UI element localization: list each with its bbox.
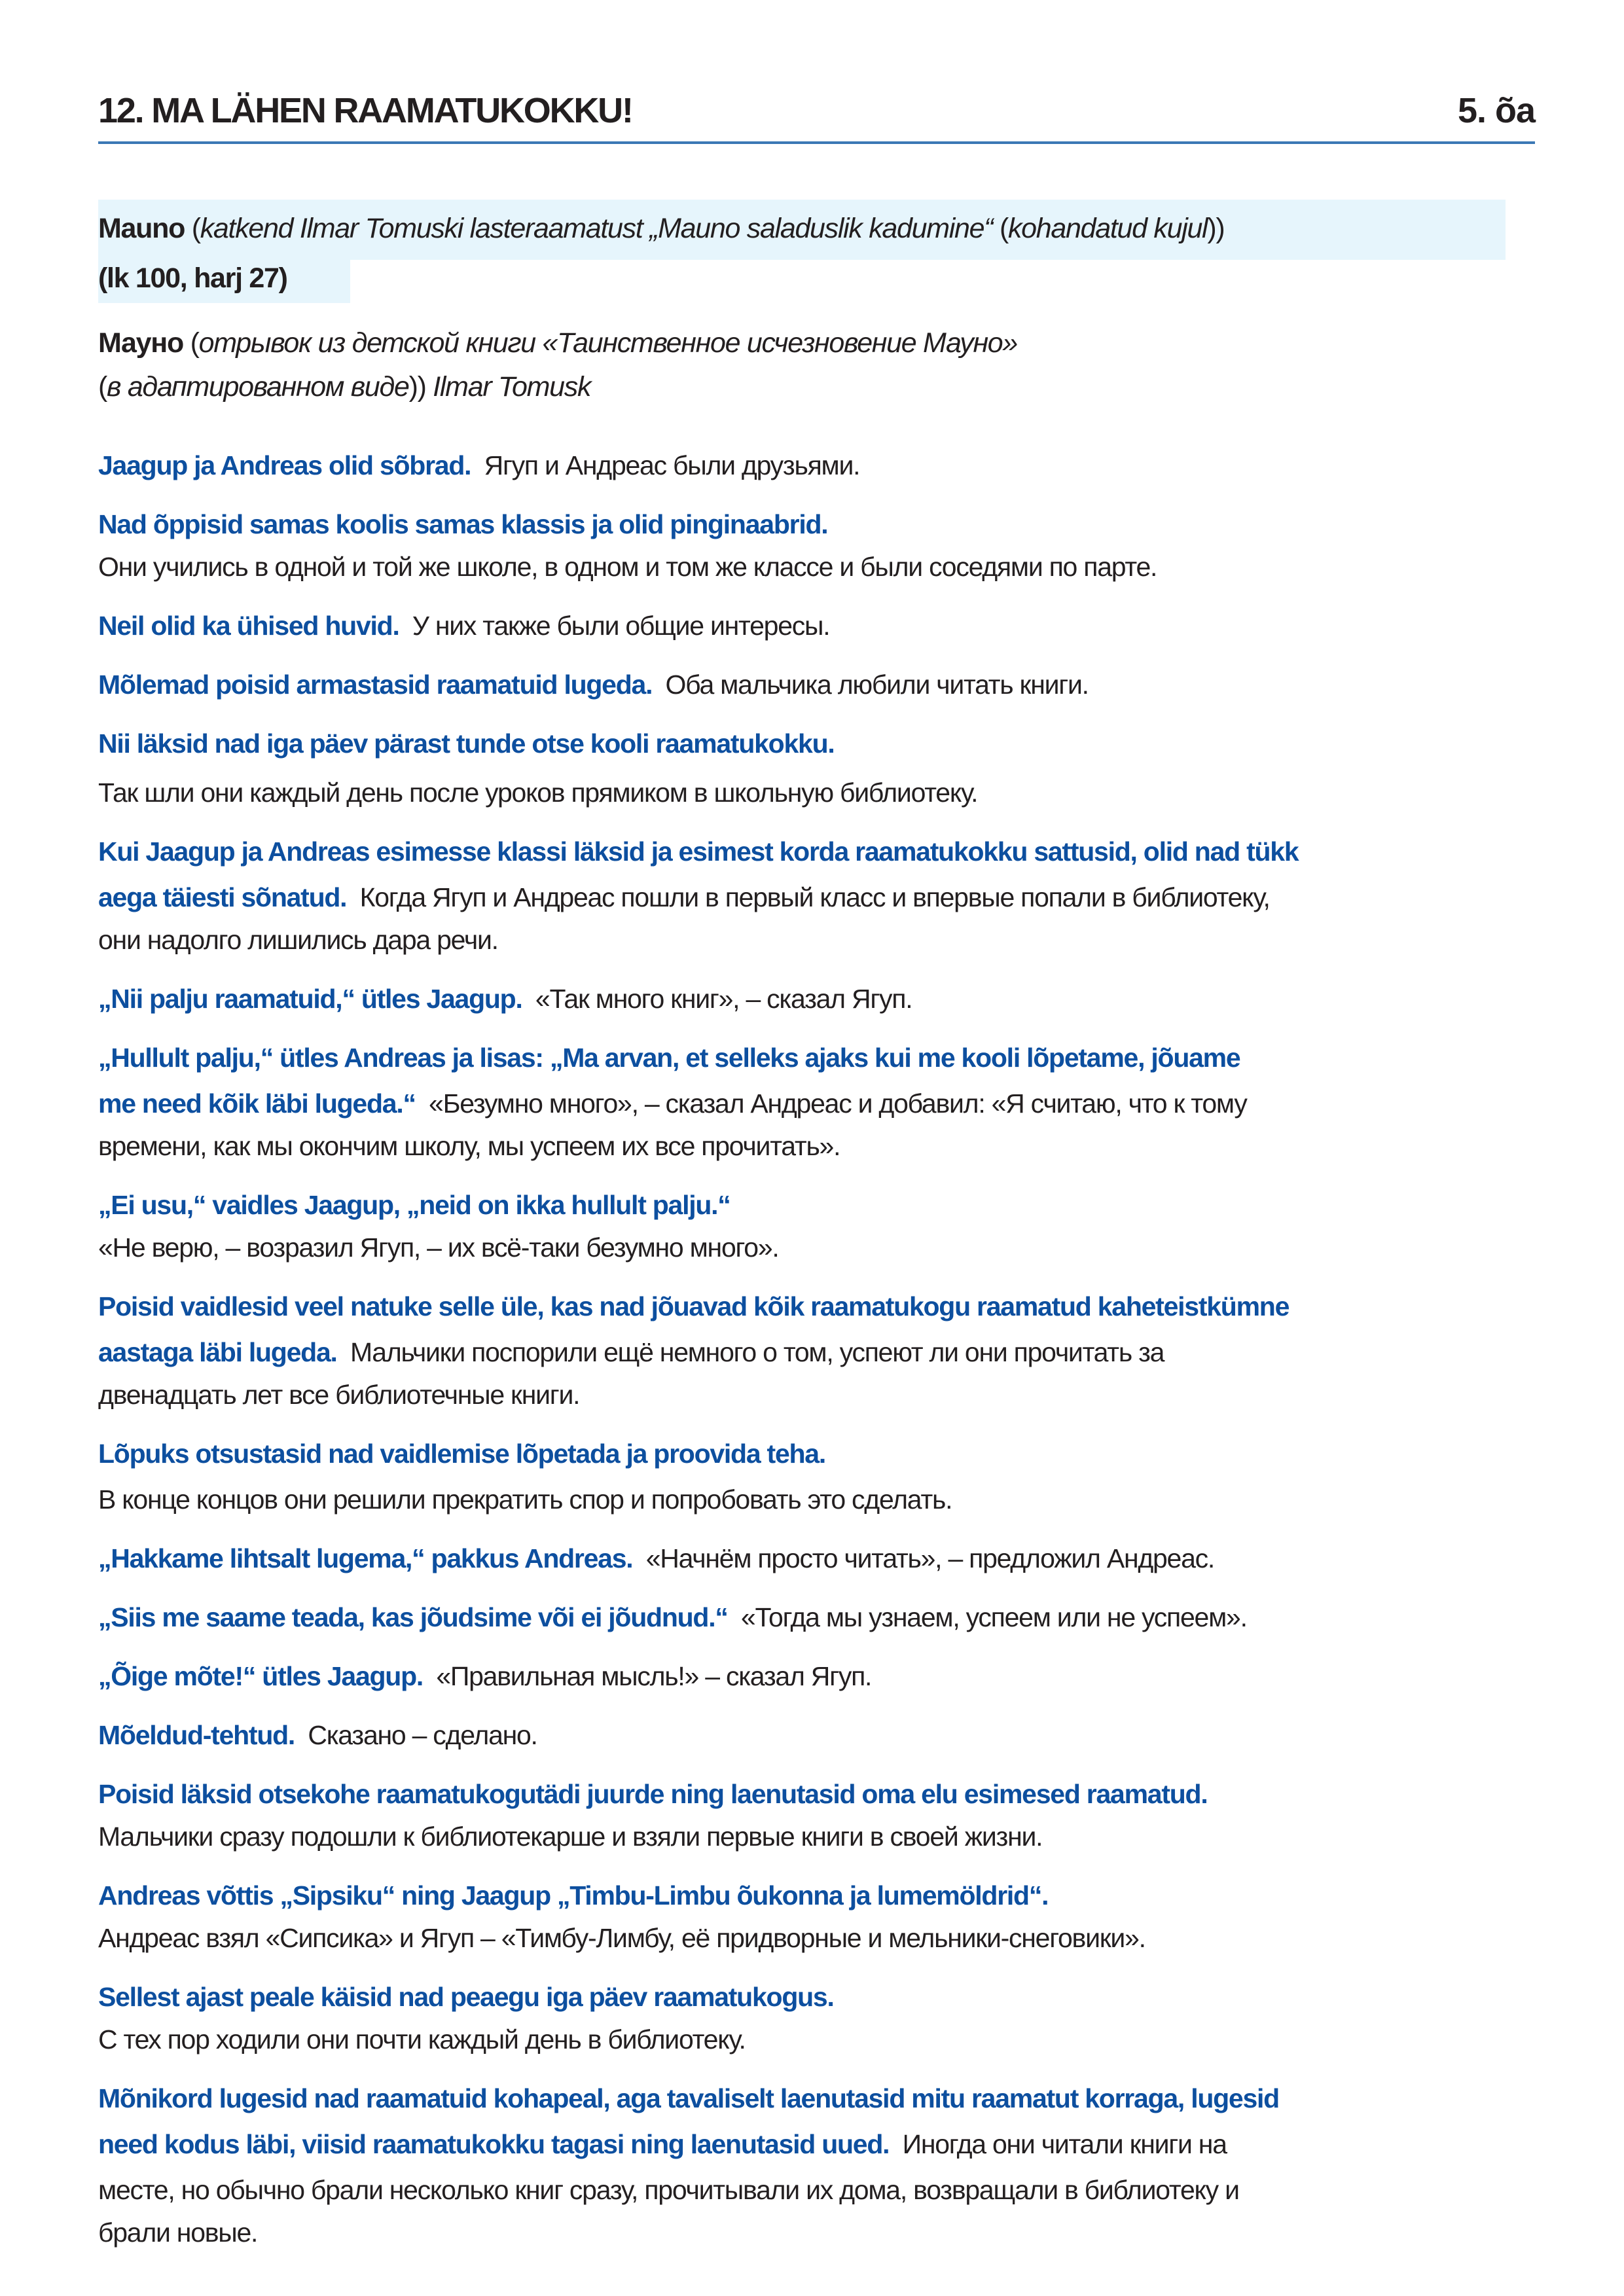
spacer — [728, 1602, 741, 1632]
spacer — [632, 1543, 645, 1573]
paragraph-6-line-3 — [98, 925, 498, 956]
russian-translation: месте, но обычно брали несколько книг сразу, прочитывали их дома, возвращали в библиотеку и — [98, 2175, 1239, 2205]
estonian-text: „Ei usu,“ vaidles Jaagup, „neid on ikka hullult palju.“ — [98, 1190, 731, 1220]
russian-translation: Сказано – сделано. — [308, 1720, 537, 1750]
spacer — [423, 1661, 436, 1691]
page-header — [98, 90, 1535, 143]
paragraph-1-line-1 — [98, 450, 859, 481]
russian-translation: брали новые. — [98, 2217, 258, 2248]
paragraph-10-line-2 — [98, 1337, 1164, 1368]
spacer — [416, 1088, 429, 1119]
exercise-reference-line — [98, 262, 287, 295]
estonian-source-italic-2: kohandatud kujul — [1007, 213, 1208, 244]
author-name: Ilmar Tomusk — [433, 371, 591, 403]
estonian-text: Nad õppisid samas koolis samas klassis ja olid pinginaabrid. — [98, 509, 828, 539]
estonian-text: aastaga läbi lugeda. — [98, 1337, 337, 1367]
russian-translation: Ягуп и Андреас были друзьями. — [484, 450, 860, 480]
spacer — [652, 670, 665, 700]
russian-translation: «Правильная мысль!» – сказал Ягуп. — [436, 1661, 872, 1691]
paragraph-5-line-2 — [98, 778, 977, 808]
estonian-text: Nii läksid nad iga päev pärast tunde otse kooli raamatukokku. — [98, 728, 835, 759]
estonian-text: „Hakkame lihtsalt lugema,“ pakkus Andreas. — [98, 1543, 633, 1573]
paragraph-19-line-3 — [98, 2175, 1239, 2206]
paragraph-9-line-2 — [98, 1232, 779, 1263]
spacer — [522, 984, 535, 1014]
russian-translation: Оба мальчика любили читать книги. — [665, 670, 1089, 700]
estonian-text-title: Mauno — [98, 213, 185, 244]
estonian-text: Andreas võttis „Sipsiku“ ning Jaagup „Timbu-Limbu õukonna ja lumemöldrid“. — [98, 1880, 1049, 1910]
paragraph-11-line-2 — [98, 1484, 952, 1515]
paragraph-9-line-1 — [98, 1190, 731, 1221]
russian-translation: Мальчики поспорили ещё немного о том, успеют ли они прочитать за — [350, 1337, 1164, 1367]
header-divider — [98, 141, 1535, 144]
estonian-text: need kodus läbi, viisid raamatukokku tagasi ning laenutasid uued. — [98, 2129, 890, 2159]
paragraph-19-line-1 — [98, 2083, 1279, 2114]
estonian-text: Mõlemad poisid armastasid raamatuid lugeda. — [98, 670, 653, 700]
paragraph-16-line-2 — [98, 1821, 1042, 1852]
grade-label: 5. õa — [1457, 91, 1535, 130]
estonian-text: „Siis me saame teada, kas jõudsime või ei jõudnud.“ — [98, 1602, 728, 1632]
paragraph-2-line-1 — [98, 509, 827, 540]
paren: ( — [98, 371, 107, 403]
estonian-text: Sellest ajast peale käisid nad peaegu iga päev raamatukogus. — [98, 1982, 834, 2012]
russian-translation: «Начнём просто читать», – предложил Андреас. — [645, 1543, 1215, 1573]
paragraph-11-line-1 — [98, 1439, 825, 1469]
russian-translation: времени, как мы окончим школу, мы успеем их все прочитать». — [98, 1131, 840, 1161]
paragraph-4-line-1 — [98, 670, 1089, 700]
estonian-text: Poisid vaidlesid veel natuke selle üle, kas nad jõuavad kõik raamatukogu raamatud kaheteistkümne — [98, 1291, 1290, 1321]
russian-translation: Когда Ягуп и Андреас пошли в первый класс и впервые попали в библиотеку, — [359, 882, 1270, 912]
russian-translation: «Так много книг», – сказал Ягуп. — [535, 984, 912, 1014]
paren: ( — [191, 213, 200, 244]
spacer — [889, 2129, 902, 2159]
paragraph-13-line-1 — [98, 1602, 1247, 1633]
paragraph-18-line-1 — [98, 1982, 834, 2013]
paragraph-17-line-2 — [98, 1923, 1146, 1954]
paragraph-8-line-2 — [98, 1088, 1247, 1119]
estonian-source-line — [98, 213, 1224, 245]
paren: )) — [1207, 213, 1225, 244]
paragraph-19-line-2 — [98, 2129, 1227, 2160]
russian-translation: С тех пор ходили они почти каждый день в библиотеку. — [98, 2024, 746, 2054]
estonian-text: Kui Jaagup ja Andreas esimesse klassi läksid ja esimest korda raamatukokku sattusid, olid nad tükk — [98, 836, 1299, 867]
spacer — [399, 611, 412, 641]
russian-source-italic: отрывок из детской книги «Таинственное исчезновение Мауно» — [198, 327, 1018, 359]
estonian-text: Poisid läksid otsekohe raamatukogutädi juurde ning laenutasid oma elu esimesed raamatud. — [98, 1779, 1208, 1809]
russian-translation: В конце концов они решили прекратить спор и попробовать это сделать. — [98, 1484, 952, 1515]
estonian-text: „Nii palju raamatuid,“ ütles Jaagup. — [98, 984, 522, 1014]
estonian-text: Lõpuks otsustasid nad vaidlemise lõpetada ja proovida teha. — [98, 1439, 825, 1469]
paragraph-12-line-1 — [98, 1543, 1214, 1574]
paragraph-6-line-1 — [98, 836, 1298, 867]
russian-translation: Они учились в одной и той же школе, в одном и том же классе и были соседями по парте. — [98, 552, 1157, 582]
paragraph-14-line-1 — [98, 1661, 871, 1692]
paragraph-2-line-2 — [98, 552, 1157, 583]
paren: ( — [992, 213, 1008, 244]
paragraph-3-line-1 — [98, 611, 829, 641]
estonian-text: „Hullult palju,“ ütles Andreas ja lisas: „Ma arvan, et selleks ajaks kui me kooli lõpetame, jõuame — [98, 1043, 1240, 1073]
russian-translation: двенадцать лет все библиотечные книги. — [98, 1380, 580, 1410]
russian-translation: Мальчики сразу подошли к библиотекарше и взяли первые книги в своей жизни. — [98, 1821, 1043, 1852]
estonian-text: me need kõik läbi lugeda.“ — [98, 1088, 416, 1119]
paragraph-19-line-4 — [98, 2217, 257, 2248]
paragraph-5-line-1 — [98, 728, 835, 759]
russian-translation: Иногда они читали книги на — [902, 2129, 1227, 2159]
chapter-title: 12. MA LÄHEN RAAMATUKOKKU! — [98, 91, 632, 130]
estonian-text: Neil olid ka ühised huvid. — [98, 611, 399, 641]
russian-translation: «Безумно много», – сказал Андреас и добавил: «Я считаю, что к тому — [429, 1088, 1247, 1119]
russian-translation: У них также были общие интересы. — [412, 611, 830, 641]
paragraph-7-line-1 — [98, 984, 912, 1014]
estonian-text: Mõeldud-tehtud. — [98, 1720, 295, 1750]
paren: )) — [408, 371, 433, 403]
russian-source-line — [98, 327, 1017, 359]
russian-source-line-2 — [98, 371, 590, 403]
paren: ( — [190, 327, 199, 359]
exercise-reference: (lk 100, harj 27) — [98, 262, 287, 294]
spacer — [337, 1337, 350, 1367]
paragraph-16-line-1 — [98, 1779, 1207, 1810]
paragraph-18-line-2 — [98, 2024, 746, 2055]
paragraph-17-line-1 — [98, 1880, 1048, 1911]
paragraph-8-line-1 — [98, 1043, 1240, 1073]
estonian-text: Mõnikord lugesid nad raamatuid kohapeal, aga tavaliselt laenutasid mitu raamatut korraga, lugesid — [98, 2083, 1279, 2113]
russian-source-italic-2: в адаптированном виде — [107, 371, 409, 403]
russian-text-title: Мауно — [98, 327, 183, 359]
estonian-source-italic: katkend Ilmar Tomuski lasteraamatust „Mauno saladuslik kadumine“ — [200, 213, 993, 244]
estonian-text: „Õige mõte!“ ütles Jaagup. — [98, 1661, 424, 1691]
russian-translation: Так шли они каждый день после уроков прямиком в школьную библиотеку. — [98, 778, 978, 808]
spacer — [295, 1720, 308, 1750]
russian-translation: Андреас взял «Сипсика» и Ягуп – «Тимбу-Лимбу, её придворные и мельники-снеговики». — [98, 1923, 1146, 1953]
paragraph-15-line-1 — [98, 1720, 537, 1751]
paragraph-8-line-3 — [98, 1131, 840, 1162]
estonian-text: aega täiesti sõnatud. — [98, 882, 347, 912]
paragraph-10-line-3 — [98, 1380, 579, 1410]
paragraph-10-line-1 — [98, 1291, 1289, 1322]
russian-translation: «Не верю, – возразил Ягуп, – их всё-таки безумно много». — [98, 1232, 779, 1263]
russian-translation: они надолго лишились дара речи. — [98, 925, 498, 955]
paragraph-6-line-2 — [98, 882, 1270, 913]
russian-translation: «Тогда мы узнаем, успеем или не успеем». — [740, 1602, 1247, 1632]
estonian-text: Jaagup ja Andreas olid sõbrad. — [98, 450, 471, 480]
spacer — [346, 882, 359, 912]
spacer — [471, 450, 484, 480]
